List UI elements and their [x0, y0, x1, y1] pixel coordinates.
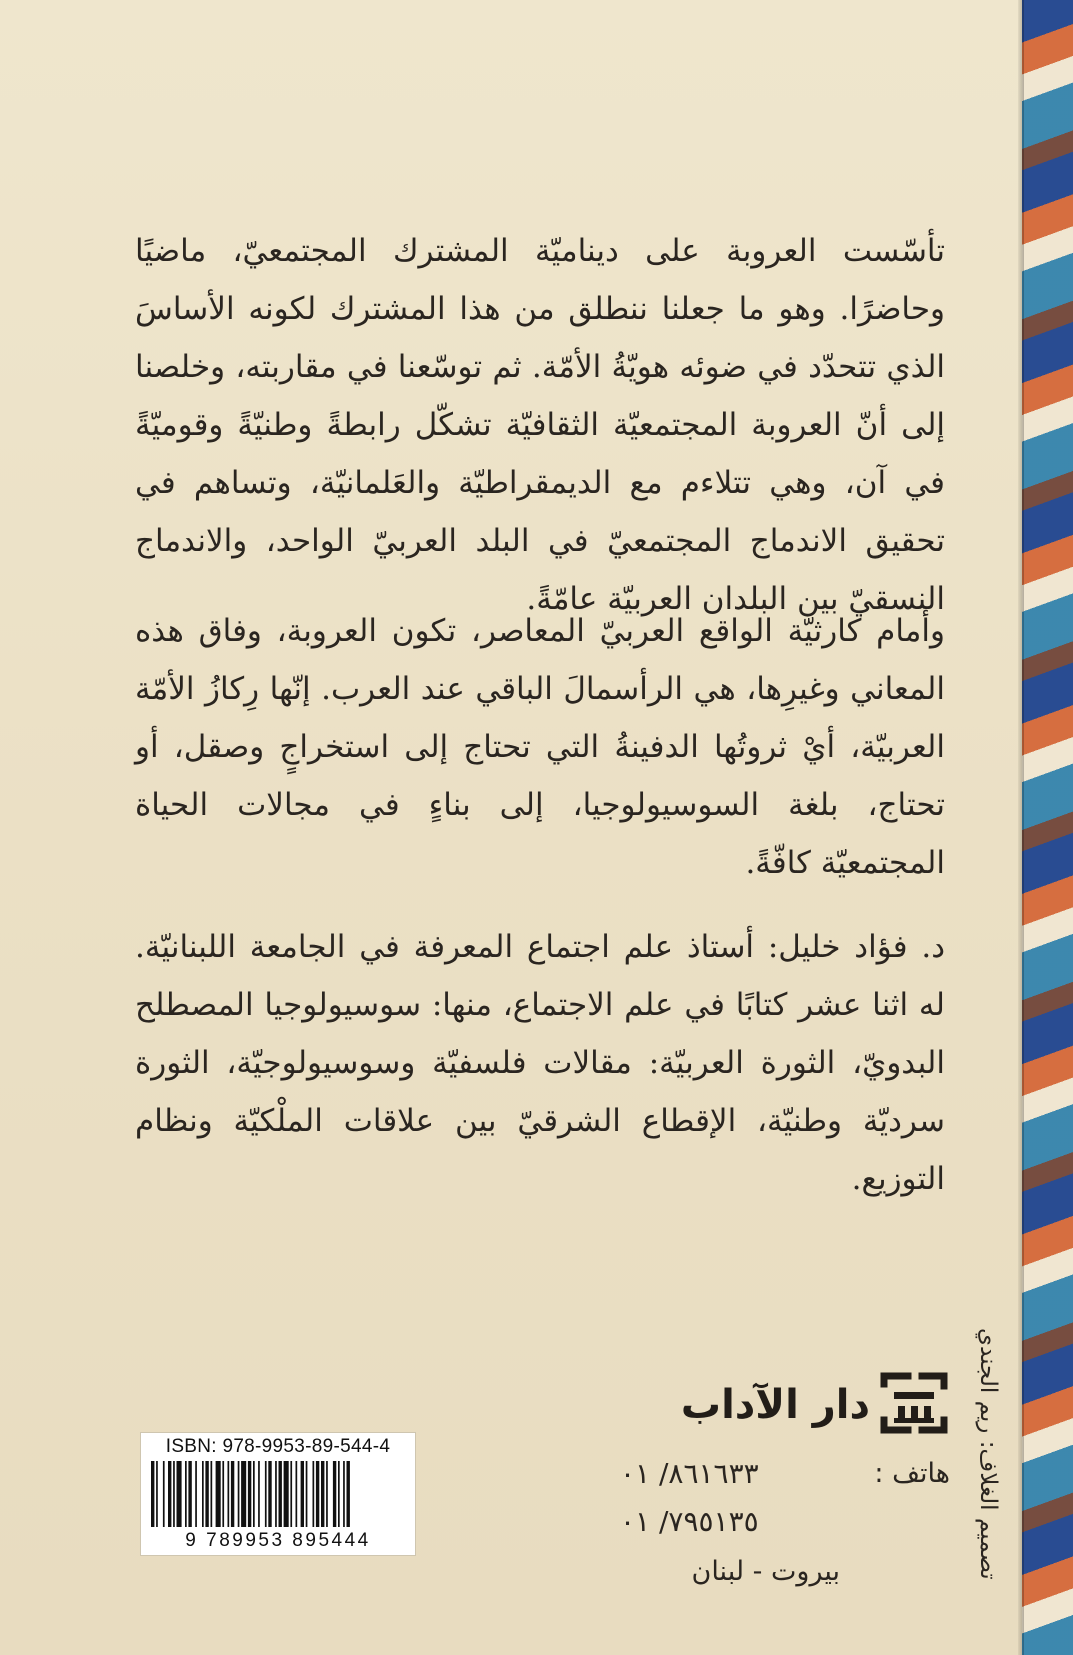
barcode-bar: [253, 1461, 255, 1527]
barcode-bar: [333, 1461, 336, 1527]
barcode-bar: [216, 1461, 221, 1527]
isbn-barcode: [140, 1432, 416, 1556]
barcode-bar: [301, 1461, 304, 1527]
barcode-bar: [258, 1461, 260, 1527]
barcode-bar: [151, 1461, 154, 1527]
barcode-bar: [313, 1461, 315, 1527]
barcode-bar: [290, 1461, 292, 1527]
description-block-2: [135, 602, 945, 892]
barcode-bar: [177, 1461, 182, 1527]
phone-label: هاتف :: [874, 1458, 950, 1489]
barcode-bar: [321, 1461, 324, 1527]
barcode-bar: [202, 1461, 204, 1527]
description-paragraph-1: تأسّست العروبة على ديناميّة المشترك المجتمعيّ، ماضيًا وحاضرًا. وهو ما جعلنا ننطلق من هذا المشترك لكونه الأساسَ الذي تتحدّد في ضوئه هويّةُ الأمّة. ثم توسّعنا في مقاربته، وخلصنا إلى أنّ العروبة المجتمعيّة الثقافيّة تشكّل رابطةً وطنيّةً وقوميّةً في آن، وهي تتلاءم مع الديمقراطيّة والعَلمانيّة، وتساهم في تحقيق الاندماج المجتمعيّ في البلد العربيّ الواحد، والاندماج النسقيّ بين البلدان العربيّة عامّةً.: [135, 233, 945, 617]
barcode-bar: [228, 1461, 230, 1527]
barcode-bar: [268, 1461, 271, 1527]
barcode-bar: [185, 1461, 187, 1527]
cover-design-credit: تصميم الغلاف: ريم الجندي: [975, 1328, 1001, 1580]
barcode-bar: [241, 1461, 246, 1527]
author-bio-block: [135, 918, 945, 1208]
spine-edge-shadow: [1018, 0, 1024, 1655]
phone-number-1: ٨٦١٦٣٣/ ٠١: [620, 1457, 759, 1490]
description-block-1: [135, 222, 945, 628]
barcode-bars: [149, 1461, 407, 1527]
publisher-logo-icon: [878, 1370, 950, 1436]
publisher-name: دار الآداب: [680, 1382, 870, 1428]
barcode-bar: [338, 1461, 340, 1527]
barcode-bar: [163, 1461, 165, 1527]
barcode-bar: [248, 1461, 251, 1527]
barcode-bar: [275, 1461, 277, 1527]
barcode-bar: [316, 1461, 319, 1527]
description-paragraph-2: وأمام كارثيّة الواقع العربيّ المعاصر، تكون العروبة، وفاق هذه المعاني وغيرِها، هي الرأسمالَ الباقي عند العرب. إنّها رِكازُ الأمّة العربيّة، أيْ ثروتُها الدفينةُ التي تحتاج إلى استخراجٍ وصقل، أو تحتاج، بلغة السوسيولوجيا، إلى بناءٍ في مجالات الحياة المجتمعيّة كافّةً.: [135, 613, 945, 881]
barcode-bar: [343, 1461, 345, 1527]
spine-tile-pattern: [1022, 0, 1073, 1655]
barcode-bar: [195, 1461, 197, 1527]
barcode-bar: [188, 1461, 191, 1527]
barcode-bar: [326, 1461, 328, 1527]
barcode-bar: [347, 1461, 350, 1527]
barcode-bar: [205, 1461, 208, 1527]
phone-number-2: ٧٩٥١٣٥/ ٠١: [620, 1505, 759, 1538]
publisher-city: بيروت - لبنان: [691, 1556, 840, 1587]
barcode-bar: [306, 1461, 308, 1527]
barcode-bar: [156, 1461, 158, 1527]
author-bio: د. فؤاد خليل: أستاذ علم اجتماع المعرفة في الجامعة اللبنانيّة. له اثنا عشر كتابًا في علم الاجتماع، منها: سوسيولوجيا المصطلح البدويّ، الثورة العربيّة: مقالات فلسفيّة وسوسيولوجيّة، الثورة سرديّة وطنيّة، الإقطاع الشرقيّ بين علاقات الملْكيّة ونظام التوزيع.: [135, 929, 945, 1197]
barcode-bar: [222, 1461, 224, 1527]
barcode-bar: [279, 1461, 282, 1527]
barcode-bar: [265, 1461, 267, 1527]
barcode-bar: [211, 1461, 213, 1527]
barcode-bar: [284, 1461, 289, 1527]
barcode-bar: [231, 1461, 234, 1527]
barcode-bar: [296, 1461, 298, 1527]
barcode-bar: [238, 1461, 240, 1527]
barcode-digits: 9 789953 895444: [185, 1530, 371, 1551]
isbn-label: ISBN: 978-9953-89-544-4: [165, 1436, 391, 1457]
barcode-bar: [173, 1461, 175, 1527]
barcode-bar: [168, 1461, 171, 1527]
